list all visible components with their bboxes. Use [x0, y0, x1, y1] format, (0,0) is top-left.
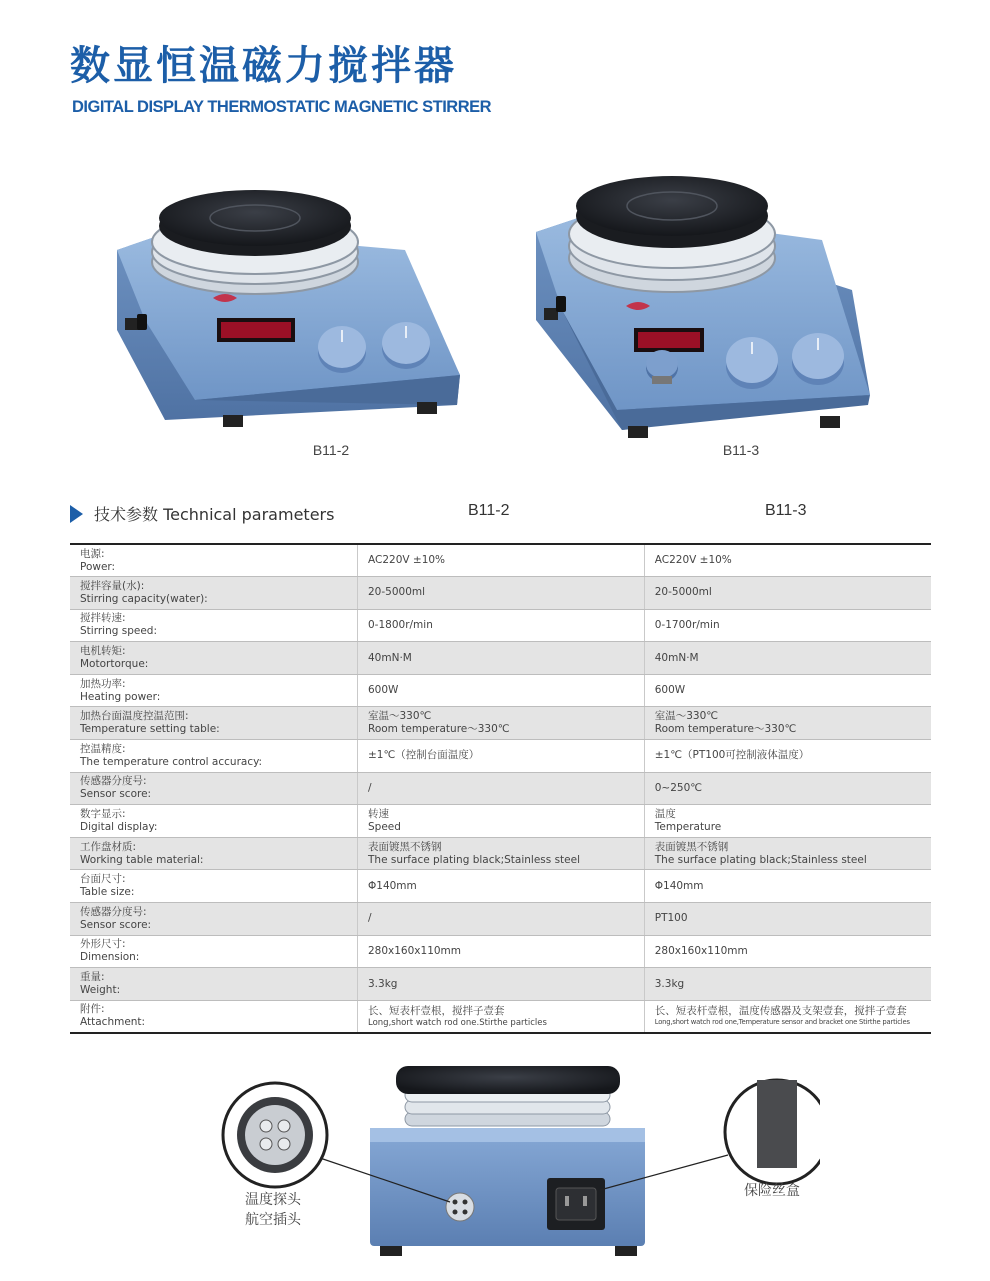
spec-value-b11-3: [644, 870, 931, 903]
product-caption-b11-3: B11-3: [722, 442, 760, 458]
spec-value-line: ±1℃（PT100可控制液体温度）: [654, 749, 810, 762]
spec-label-en: Motortorque:: [80, 658, 149, 671]
spec-value-line: Φ140mm: [368, 879, 417, 892]
spec-label-en: Working table material:: [80, 853, 204, 866]
spec-value-line: 3.3kg: [368, 977, 398, 990]
spec-value-line: /: [368, 912, 372, 925]
spec-value-b11-2: [358, 609, 645, 642]
spec-label: [70, 577, 358, 610]
spec-label: [70, 1000, 358, 1033]
spec-value-line: 表面镀黑不锈钢: [654, 840, 729, 853]
tech-params-header: [70, 500, 930, 530]
spec-value-b11-2: [358, 870, 645, 903]
spec-value-b11-3: [644, 674, 931, 707]
spec-value-line: 280x160x110mm: [654, 944, 748, 957]
spec-label: [70, 870, 358, 903]
rear-view-image: [220, 1060, 820, 1270]
spec-table: [70, 543, 931, 1034]
spec-label: [70, 837, 358, 870]
spec-label-en: Digital display:: [80, 821, 158, 834]
callout-sensor-line2: 航空插头: [245, 1212, 301, 1228]
callout-sensor-line1: 温度探头: [245, 1192, 301, 1208]
spec-label-cn: 数字显示:: [80, 808, 126, 821]
spec-row: [70, 1000, 931, 1033]
product-image-b11-3: [522, 170, 882, 440]
spec-label: [70, 935, 358, 968]
spec-label-cn: 电源:: [80, 547, 105, 560]
spec-value-b11-3: [644, 935, 931, 968]
spec-value-line: PT100: [654, 912, 688, 925]
spec-value-line: /: [368, 781, 372, 794]
spec-label: [70, 740, 358, 773]
spec-value-line: Room temperature～330℃: [654, 723, 797, 736]
spec-row: [70, 707, 931, 740]
spec-row: [70, 968, 931, 1001]
spec-label-en: Stirring capacity(water):: [80, 592, 208, 605]
spec-value-b11-3: [644, 837, 931, 870]
page-subtitle: DIGITAL DISPLAY THERMOSTATIC MAGNETIC STIRRER: [72, 98, 492, 116]
spec-label-cn: 加热功率:: [80, 677, 126, 690]
spec-value-b11-2: [358, 903, 645, 936]
spec-value-line: 室温～330℃: [368, 710, 432, 723]
spec-label-en: Dimension:: [80, 951, 140, 964]
spec-value-line: ±1℃（控制台面温度）: [368, 749, 480, 762]
column-header-b11-3: B11-3: [765, 502, 807, 519]
spec-label: [70, 544, 358, 577]
spec-value-b11-3: [644, 577, 931, 610]
spec-value-line: 转速: [368, 808, 389, 821]
spec-label: [70, 674, 358, 707]
spec-row: [70, 740, 931, 773]
spec-value-line: 室温～330℃: [654, 710, 719, 723]
spec-row: [70, 577, 931, 610]
spec-label-cn: 控温精度:: [80, 742, 126, 755]
spec-value-b11-3: [644, 1000, 931, 1033]
spec-label-en: Sensor score:: [80, 918, 152, 931]
spec-label-cn: 台面尺寸:: [80, 873, 126, 886]
spec-label: [70, 968, 358, 1001]
spec-value-line: 0~250℃: [654, 781, 703, 794]
spec-value-b11-2: [358, 968, 645, 1001]
spec-label: [70, 642, 358, 675]
spec-value-b11-2: [358, 805, 645, 838]
spec-label-cn: 电机转矩:: [80, 645, 126, 658]
spec-value-line: The surface plating black;Stainless steel: [368, 853, 580, 866]
spec-row: [70, 674, 931, 707]
spec-row: [70, 544, 931, 577]
product-caption-b11-2: B11-2: [312, 442, 350, 458]
spec-value-line: 长、短表杆壹根，搅拌子壹套: [368, 1004, 505, 1017]
spec-value-line: Speed: [368, 821, 401, 834]
spec-row: [70, 935, 931, 968]
spec-value-b11-3: [644, 772, 931, 805]
spec-label: [70, 707, 358, 740]
spec-label-cn: 外形尺寸:: [80, 938, 126, 951]
spec-value-line: The surface plating black;Stainless steel: [654, 853, 867, 866]
spec-label-en: Heating power:: [80, 690, 161, 703]
spec-label: [70, 805, 358, 838]
spec-label-cn: 工作盘材质:: [80, 840, 137, 853]
spec-label-en: Weight:: [80, 984, 121, 997]
spec-value-b11-2: [358, 837, 645, 870]
spec-value-b11-2: [358, 642, 645, 675]
spec-value-line: Room temperature～330℃: [368, 723, 510, 736]
spec-value-b11-2: [358, 1000, 645, 1033]
spec-value-b11-3: [644, 544, 931, 577]
section-title: 技术参数 Technical parameters: [94, 505, 335, 524]
spec-label-en: The temperature control accuracy:: [80, 755, 263, 768]
spec-label-cn: 搅拌容量(水):: [80, 579, 145, 592]
spec-label-cn: 搅拌转速:: [80, 612, 126, 625]
spec-value-b11-2: [358, 740, 645, 773]
spec-label-cn: 重量:: [80, 971, 105, 984]
spec-value-line: Long,short watch rod one,Temperature sensor and bracket one Stirthe particles: [654, 1018, 910, 1027]
spec-value-b11-3: [644, 805, 931, 838]
spec-label-cn: 传感器分度号:: [80, 775, 147, 788]
spec-value-line: 0-1800r/min: [368, 618, 433, 631]
spec-label-en: Temperature setting table:: [80, 723, 220, 736]
spec-label-cn: 加热台面温度控温范围:: [80, 710, 189, 723]
spec-value-b11-2: [358, 577, 645, 610]
spec-label-en: Attachment:: [80, 1016, 146, 1029]
spec-value-line: Φ140mm: [654, 879, 704, 892]
spec-value-line: 长、短表杆壹根，温度传感器及支架壹套，搅拌子壹套: [654, 1005, 907, 1018]
spec-value-b11-3: [644, 968, 931, 1001]
spec-value-line: 20-5000ml: [654, 586, 712, 599]
spec-row: [70, 609, 931, 642]
spec-value-b11-3: [644, 642, 931, 675]
spec-value-line: 600W: [654, 684, 686, 697]
spec-row: [70, 642, 931, 675]
spec-value-b11-3: [644, 740, 931, 773]
spec-row: [70, 870, 931, 903]
spec-value-line: 280x160x110mm: [368, 944, 462, 957]
spec-label: [70, 609, 358, 642]
spec-value-line: 600W: [368, 684, 399, 697]
spec-value-line: Long,short watch rod one.Stirthe particles: [368, 1017, 547, 1028]
callout-sensor-plug: [225, 1190, 321, 1230]
spec-value-line: 3.3kg: [654, 977, 685, 990]
spec-value-line: 0-1700r/min: [654, 618, 720, 631]
spec-row: [70, 772, 931, 805]
spec-label-cn: 附件:: [80, 1003, 105, 1016]
spec-value-line: AC220V ±10%: [368, 554, 446, 567]
callout-fuse-box: 保险丝盒: [744, 1183, 800, 1199]
spec-row: [70, 903, 931, 936]
spec-value-line: 温度: [654, 808, 676, 821]
spec-label-cn: 传感器分度号:: [80, 905, 147, 918]
spec-label: [70, 903, 358, 936]
spec-value-b11-2: [358, 935, 645, 968]
column-header-b11-2: B11-2: [468, 502, 510, 519]
spec-value-b11-2: [358, 707, 645, 740]
spec-value-b11-2: [358, 544, 645, 577]
spec-value-line: 40mN·M: [368, 651, 412, 664]
spec-value-line: Temperature: [654, 821, 722, 834]
spec-label-en: Stirring speed:: [80, 625, 157, 638]
page-title: 数显恒温磁力搅拌器: [70, 43, 457, 89]
spec-value-b11-3: [644, 707, 931, 740]
spec-value-b11-3: [644, 609, 931, 642]
spec-row: [70, 805, 931, 838]
spec-value-line: 表面镀黑不锈钢: [368, 840, 442, 853]
spec-row: [70, 837, 931, 870]
spec-value-b11-2: [358, 674, 645, 707]
spec-value-b11-3: [644, 903, 931, 936]
spec-label: [70, 772, 358, 805]
spec-value-line: AC220V ±10%: [654, 554, 732, 567]
spec-value-line: 40mN·M: [654, 651, 699, 664]
spec-value-b11-2: [358, 772, 645, 805]
spec-label-en: Table size:: [80, 886, 135, 899]
triangle-bullet-icon: [70, 505, 83, 523]
product-image-b11-2: [105, 190, 465, 435]
spec-value-line: 20-5000ml: [368, 586, 426, 599]
spec-label-en: Power:: [80, 560, 116, 573]
spec-label-en: Sensor score:: [80, 788, 152, 801]
